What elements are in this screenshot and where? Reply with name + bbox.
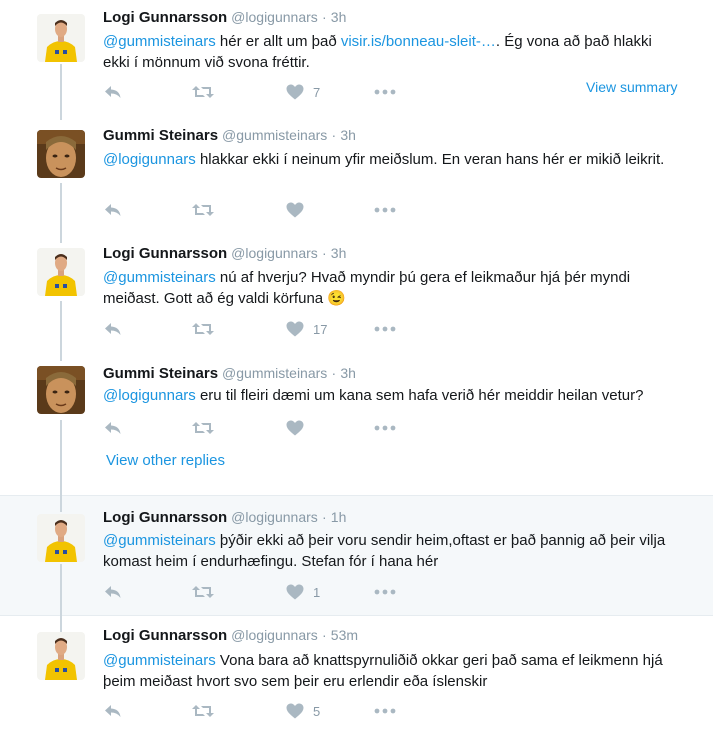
reply-button[interactable] bbox=[103, 418, 123, 438]
more-icon bbox=[373, 418, 397, 438]
text: hér er allt um það bbox=[215, 33, 341, 50]
tweet-text bbox=[103, 650, 678, 692]
like-button[interactable] bbox=[285, 701, 320, 721]
author-handle[interactable]: @logigunnars bbox=[231, 509, 318, 525]
divider bbox=[0, 495, 713, 496]
text: hlakkar ekki í neinum yfir meiðslum. En veran hans hér er mikið leikrit. bbox=[195, 151, 665, 168]
more-button[interactable] bbox=[373, 701, 397, 721]
mention-link[interactable]: @logigunnars bbox=[103, 151, 196, 168]
mention-link[interactable]: @gummisteinars bbox=[103, 532, 216, 549]
thread-line bbox=[60, 564, 62, 632]
avatar[interactable] bbox=[37, 248, 85, 296]
author-handle[interactable]: @logigunnars bbox=[231, 245, 318, 261]
mention-link[interactable]: @gummisteinars bbox=[103, 652, 216, 669]
like-count: 1 bbox=[313, 584, 321, 600]
more-icon bbox=[373, 82, 397, 102]
text: þýðir ekki að þeir voru sendir heim,oftast er það þannig að þeir vilja komast heim í endurhæfingu. Stefan fór í hana hér bbox=[103, 532, 666, 570]
reply-button[interactable] bbox=[103, 319, 123, 339]
tweet-text bbox=[103, 149, 678, 170]
retweet-button[interactable] bbox=[191, 200, 215, 220]
reply-icon bbox=[103, 319, 123, 339]
author-handle[interactable]: @logigunnars bbox=[231, 9, 318, 25]
view-summary-link[interactable]: View summary bbox=[586, 79, 678, 95]
avatar[interactable] bbox=[37, 366, 85, 414]
tweet-actions bbox=[103, 701, 403, 721]
more-button[interactable] bbox=[373, 200, 397, 220]
heart-icon bbox=[285, 418, 305, 438]
reply-button[interactable] bbox=[103, 200, 123, 220]
text: Vona bara að knattspyrnuliðið okkar geri það sama ef leikmenn hjá þeim meiðast hvort svo sem þeir eru erlendir eða íslenskir bbox=[103, 652, 663, 690]
avatar[interactable] bbox=[37, 514, 85, 562]
author-name[interactable]: Logi Gunnarsson bbox=[103, 9, 228, 26]
separator: · bbox=[321, 509, 327, 525]
retweet-icon bbox=[191, 200, 215, 220]
separator: · bbox=[321, 627, 327, 643]
wink-emoji-icon: 😉 bbox=[327, 290, 346, 307]
retweet-button[interactable] bbox=[191, 582, 215, 602]
view-other-replies-link[interactable]: View other replies bbox=[106, 452, 225, 469]
tweet-text bbox=[103, 267, 678, 309]
separator: · bbox=[321, 9, 327, 25]
reply-icon bbox=[103, 418, 123, 438]
timestamp[interactable]: 3h bbox=[330, 9, 347, 25]
avatar[interactable] bbox=[37, 130, 85, 178]
reply-icon bbox=[103, 701, 123, 721]
author-handle[interactable]: @gummisteinars bbox=[222, 365, 328, 381]
tweet-actions bbox=[103, 418, 403, 438]
thread-line bbox=[60, 64, 62, 120]
thread-line bbox=[60, 301, 62, 361]
retweet-icon bbox=[191, 319, 215, 339]
tweet-text bbox=[103, 530, 678, 572]
heart-icon bbox=[285, 200, 305, 220]
tweet-actions bbox=[103, 82, 403, 102]
timestamp[interactable]: 3h bbox=[330, 245, 347, 261]
retweet-button[interactable] bbox=[191, 82, 215, 102]
mention-link[interactable]: @gummisteinars bbox=[103, 269, 216, 286]
text: eru til fleiri dæmi um kana sem hafa verið hér meiddir heilan vetur? bbox=[195, 387, 644, 404]
retweet-icon bbox=[191, 701, 215, 721]
tweet-actions bbox=[103, 200, 403, 220]
thread-line bbox=[60, 420, 62, 512]
author-name[interactable]: Logi Gunnarsson bbox=[103, 245, 228, 262]
heart-icon bbox=[285, 82, 305, 102]
reply-icon bbox=[103, 82, 123, 102]
mention-link[interactable]: @logigunnars bbox=[103, 387, 196, 404]
heart-icon bbox=[285, 701, 305, 721]
avatar[interactable] bbox=[37, 14, 85, 62]
author-handle[interactable]: @gummisteinars bbox=[222, 127, 328, 143]
reply-button[interactable] bbox=[103, 582, 123, 602]
like-count: 5 bbox=[313, 703, 321, 719]
author-name[interactable]: Logi Gunnarsson bbox=[103, 627, 228, 644]
text: nú af hverju? Hvað myndir þú gera ef leikmaður hjá þér myndi meiðast. Gott að ég valdi körfuna bbox=[103, 269, 631, 307]
more-button[interactable] bbox=[373, 418, 397, 438]
retweet-icon bbox=[191, 582, 215, 602]
author-name[interactable]: Gummi Steinars bbox=[103, 127, 219, 144]
avatar[interactable] bbox=[37, 632, 85, 680]
more-button[interactable] bbox=[373, 319, 397, 339]
tweet-text bbox=[103, 385, 678, 406]
like-count: 7 bbox=[313, 84, 321, 100]
retweet-button[interactable] bbox=[191, 701, 215, 721]
retweet-button[interactable] bbox=[191, 319, 215, 339]
thread-line bbox=[60, 183, 62, 243]
mention-link[interactable]: @gummisteinars bbox=[103, 33, 216, 50]
separator: · bbox=[321, 245, 327, 261]
like-button[interactable] bbox=[285, 82, 320, 102]
tweet-actions bbox=[103, 582, 403, 602]
reply-button[interactable] bbox=[103, 82, 123, 102]
retweet-button[interactable] bbox=[191, 418, 215, 438]
author-handle[interactable]: @logigunnars bbox=[231, 627, 318, 643]
divider bbox=[0, 615, 713, 616]
like-button[interactable] bbox=[285, 418, 313, 438]
retweet-icon bbox=[191, 418, 215, 438]
retweet-icon bbox=[191, 82, 215, 102]
timestamp[interactable]: 3h bbox=[340, 365, 356, 381]
author-name[interactable]: Logi Gunnarsson bbox=[103, 509, 228, 526]
more-icon bbox=[373, 582, 397, 602]
reply-icon bbox=[103, 582, 123, 602]
author-name[interactable]: Gummi Steinars bbox=[103, 365, 219, 382]
timestamp[interactable]: 53m bbox=[330, 627, 359, 643]
more-icon bbox=[373, 200, 397, 220]
separator: · bbox=[331, 365, 337, 381]
tweet-text bbox=[103, 31, 678, 73]
timestamp[interactable]: 3h bbox=[340, 127, 356, 143]
like-button[interactable] bbox=[285, 319, 327, 339]
like-button[interactable] bbox=[285, 200, 313, 220]
separator: · bbox=[331, 127, 337, 143]
heart-icon bbox=[285, 582, 305, 602]
text: . Ég vona að það hlakki ekki í mönnum við svona fréttir. bbox=[103, 33, 652, 71]
timestamp[interactable]: 1h bbox=[330, 509, 347, 525]
url-link[interactable]: visir.is/bonneau-sleit-… bbox=[340, 33, 496, 50]
like-count: 17 bbox=[313, 321, 328, 337]
more-button[interactable] bbox=[373, 582, 397, 602]
tweet-actions bbox=[103, 319, 403, 339]
more-icon bbox=[373, 701, 397, 721]
more-button[interactable] bbox=[373, 82, 397, 102]
like-button[interactable] bbox=[285, 582, 320, 602]
reply-button[interactable] bbox=[103, 701, 123, 721]
reply-icon bbox=[103, 200, 123, 220]
more-icon bbox=[373, 319, 397, 339]
heart-icon bbox=[285, 319, 305, 339]
